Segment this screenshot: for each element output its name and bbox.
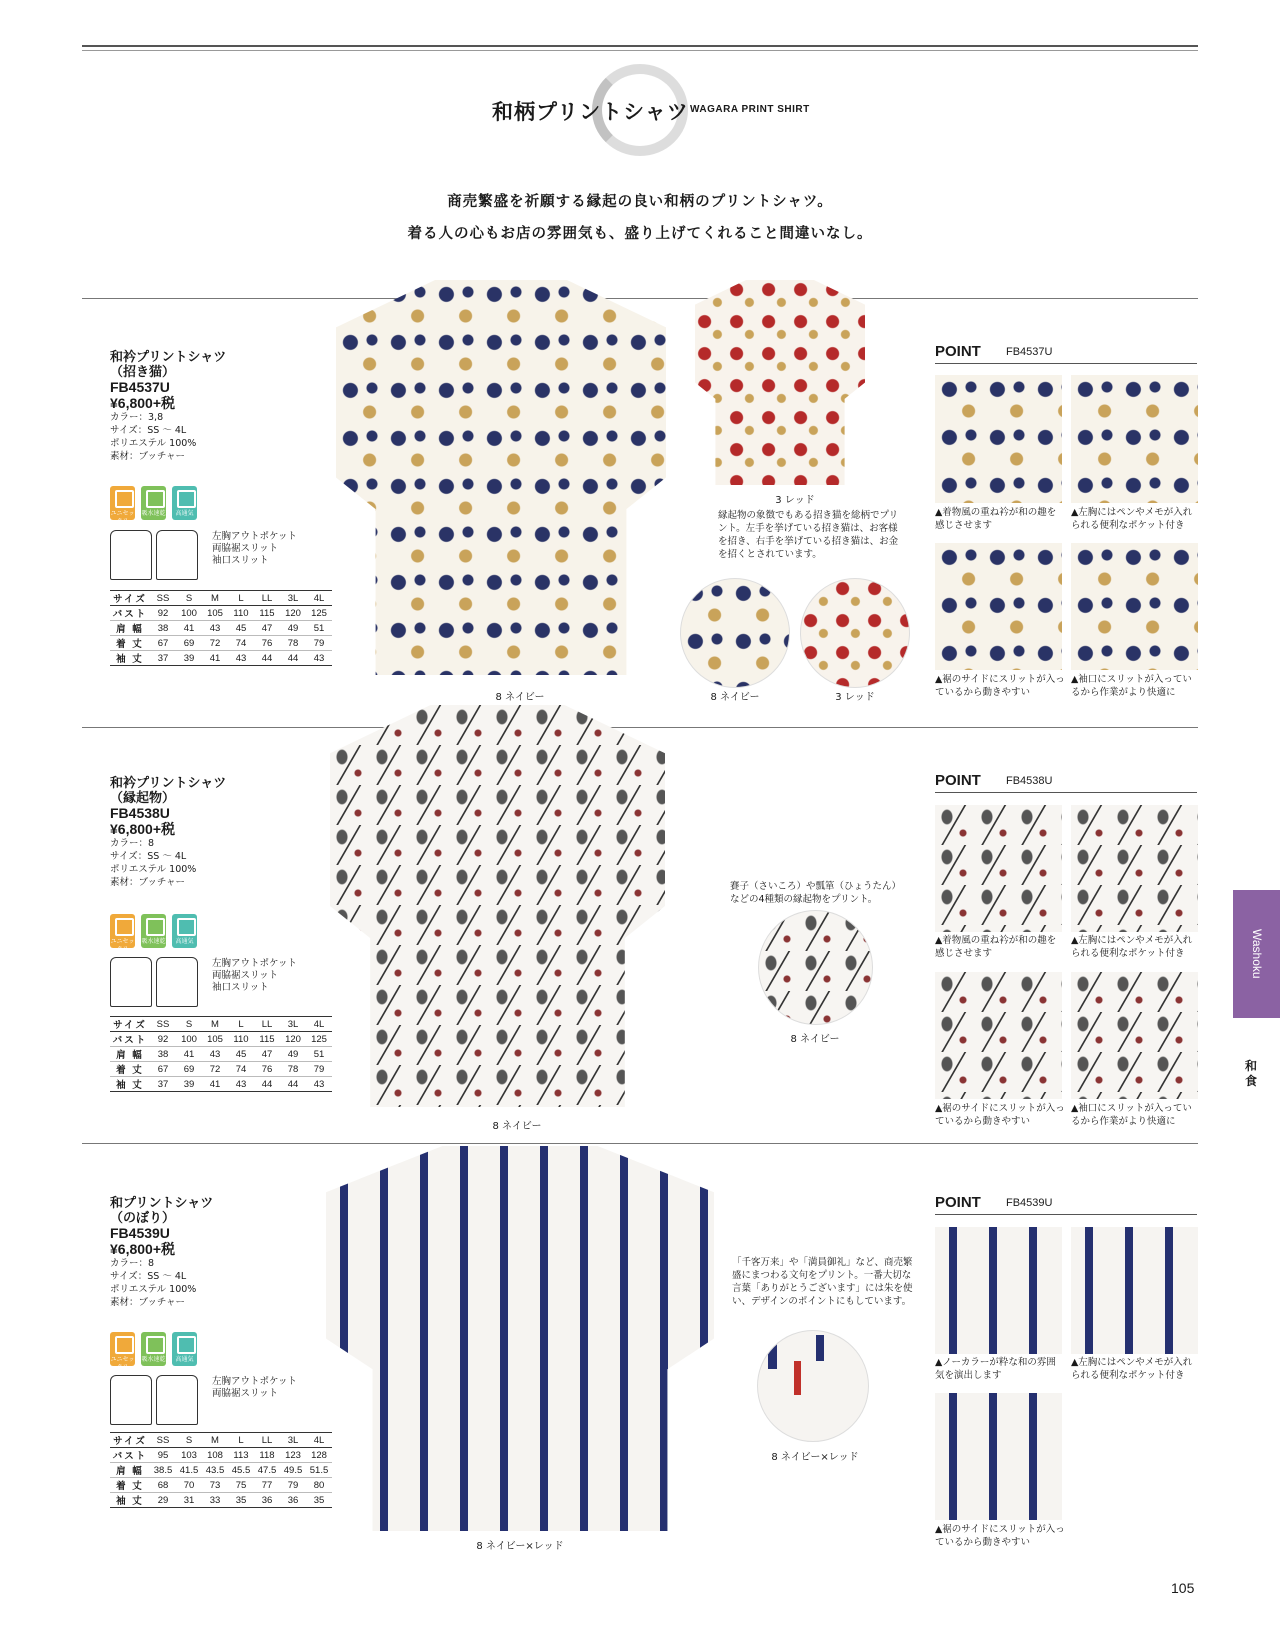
feature-item: 両脇裾スリット <box>212 543 279 554</box>
lead-line-2: 着る人の心もお店の雰囲気も、盛り上げてくれること間違いなし。 <box>407 226 873 242</box>
size-table-row <box>110 1448 332 1463</box>
size-table-label: 着 丈 <box>110 1478 150 1493</box>
size-table-cell: 49 <box>280 1047 306 1062</box>
size-table-label: バスト <box>110 1032 150 1047</box>
size-table-cell: 123 <box>280 1448 306 1463</box>
product-subname: （縁起物） <box>110 791 176 806</box>
product-subname: （招き猫） <box>110 365 176 380</box>
product-code: FB4537U <box>110 379 170 395</box>
size-table-cell: 45.5 <box>228 1463 254 1478</box>
size-table-cell: 39 <box>176 1077 202 1092</box>
size-table-cell: 47 <box>254 621 280 636</box>
size-table-cell: 3L <box>280 1017 306 1032</box>
point-photo-pocket <box>1071 1227 1198 1354</box>
product-fabric: ポリエステル 100% <box>110 864 197 875</box>
size-table-cell: 108 <box>202 1448 228 1463</box>
size-table-cell: 43 <box>202 621 228 636</box>
point-code: FB4537U <box>1006 346 1053 358</box>
unisex-icon: ユニセックス <box>110 486 135 520</box>
size-table-cell: 37 <box>150 651 176 666</box>
silhouette-back <box>156 957 198 1007</box>
size-table-cell: 79 <box>280 1478 306 1493</box>
size-table-cell: 115 <box>254 606 280 621</box>
size-table-row <box>110 1493 332 1508</box>
size-table-cell: S <box>176 1433 202 1448</box>
size-table-cell: S <box>176 591 202 606</box>
point-photo-pocket <box>1071 805 1198 932</box>
point-text: ▲左胸にはペンやメモが入れられる便利なポケット付き <box>1071 935 1193 959</box>
section-divider <box>82 298 1198 299</box>
page-number: 105 <box>1171 1580 1195 1596</box>
circle-caption: 3 レッド <box>835 692 875 703</box>
feature-list <box>212 531 297 567</box>
page-title: 和柄プリントシャツ <box>492 100 689 124</box>
size-table-row <box>110 621 332 636</box>
size-table-cell: L <box>228 1017 254 1032</box>
size-table-label: 袖 丈 <box>110 1493 150 1508</box>
section-tab-jp: 和食 <box>1244 1059 1257 1088</box>
size-table-cell: 79 <box>306 636 332 651</box>
size-table-cell: LL <box>254 1017 280 1032</box>
section-divider <box>82 1143 1198 1144</box>
size-table-cell: 35 <box>228 1493 254 1508</box>
silhouette-front <box>110 1375 152 1425</box>
size-table-label: 着 丈 <box>110 1062 150 1077</box>
product-price: ¥6,800+税 <box>110 1241 175 1257</box>
size-table-cell: 70 <box>176 1478 202 1493</box>
size-table-cell: 105 <box>202 606 228 621</box>
product-photo-main <box>326 1146 714 1531</box>
size-table-cell: 49 <box>280 621 306 636</box>
size-table-row <box>110 606 332 621</box>
top-rule-thin <box>82 50 1198 51</box>
size-table-cell: M <box>202 591 228 606</box>
feature-icons <box>110 486 197 525</box>
point-label: POINT <box>935 772 981 789</box>
size-table-cell: 72 <box>202 1062 228 1077</box>
silhouette-front <box>110 530 152 580</box>
size-table-cell: SS <box>150 1433 176 1448</box>
size-table-cell: L <box>228 1433 254 1448</box>
silhouette-front <box>110 957 152 1007</box>
size-table-cell: 38 <box>150 1047 176 1062</box>
size-table-cell: 44 <box>280 1077 306 1092</box>
size-table-cell: 77 <box>254 1478 280 1493</box>
point-text: ▲ノーカラーが粋な和の雰囲気を演出します <box>935 1357 1056 1381</box>
point-text: ▲左胸にはペンやメモが入れられる便利なポケット付き <box>1071 1357 1193 1381</box>
size-table-cell: SS <box>150 591 176 606</box>
size-table-cell: 38 <box>150 621 176 636</box>
size-table-cell: 69 <box>176 1062 202 1077</box>
circle-caption: 8 ネイビー <box>710 692 760 703</box>
size-table-cell: 103 <box>176 1448 202 1463</box>
size-table-cell: 128 <box>306 1448 332 1463</box>
point-text: ▲左胸にはペンやメモが入れられる便利なポケット付き <box>1071 507 1193 531</box>
breathable-icon: 高通気 <box>172 914 197 948</box>
size-table-cell: 41 <box>176 1047 202 1062</box>
point-text: ▲裾のサイドにスリットが入っているから動きやすい <box>935 1103 1065 1127</box>
size-table-header <box>110 1017 332 1032</box>
point-label: POINT <box>935 1194 981 1211</box>
size-table-cell: 100 <box>176 606 202 621</box>
product-fabric: ポリエステル 100% <box>110 1284 197 1295</box>
size-table-cell: 80 <box>306 1478 332 1493</box>
size-table-cell: 115 <box>254 1032 280 1047</box>
size-table-cell: 36 <box>254 1493 280 1508</box>
shirt-silhouette <box>110 957 198 1007</box>
unisex-icon: ユニセックス <box>110 1332 135 1366</box>
section-divider <box>82 727 1198 728</box>
product-name: 和衿プリントシャツ <box>110 350 227 365</box>
point-text: ▲着物風の重ね衿が和の趣を感じさせます <box>935 507 1057 531</box>
size-table-cell: 125 <box>306 606 332 621</box>
size-table-cell: LL <box>254 1433 280 1448</box>
breathable-icon: 高通気 <box>172 1332 197 1366</box>
size-table-cell: 76 <box>254 1062 280 1077</box>
size-table-cell: 69 <box>176 636 202 651</box>
size-table-cell: 68 <box>150 1478 176 1493</box>
lead-line-1: 商売繁盛を祈願する縁起の良い和柄のプリントシャツ。 <box>447 194 833 210</box>
point-photo-cuff <box>1071 972 1198 1099</box>
product-description: 賽子（さいころ）や瓢箪（ひょうたん）などの4種類の縁起物をプリント。 <box>730 881 902 905</box>
point-code: FB4538U <box>1006 775 1053 787</box>
feature-item: 袖口スリット <box>212 982 269 993</box>
size-table-label: 肩 幅 <box>110 1047 150 1062</box>
point-text: ▲裾のサイドにスリットが入っているから動きやすい <box>935 1524 1065 1548</box>
product-info-fb4539u <box>110 1196 213 1309</box>
size-table-label: サイズ <box>110 1017 150 1032</box>
size-table-cell: 45 <box>228 621 254 636</box>
size-table-cell: S <box>176 1017 202 1032</box>
unisex-icon: ユニセックス <box>110 914 135 948</box>
product-material: 素材：ブッチャー <box>110 1297 186 1308</box>
feature-icons <box>110 1332 197 1371</box>
size-table-cell: 43 <box>306 1077 332 1092</box>
product-material: 素材：ブッチャー <box>110 877 186 888</box>
size-table-cell: 67 <box>150 636 176 651</box>
top-rule <box>82 45 1198 47</box>
size-table-cell: 4L <box>306 591 332 606</box>
point-code: FB4539U <box>1006 1197 1053 1209</box>
product-subname: （のぼり） <box>110 1211 176 1226</box>
size-table-header <box>110 591 332 606</box>
size-table-cell: 41 <box>176 621 202 636</box>
size-table-cell: 41.5 <box>176 1463 202 1478</box>
product-size-range: サイズ：SS ～ 4L <box>110 425 187 436</box>
product-size-range: サイズ：SS ～ 4L <box>110 851 187 862</box>
size-table-row <box>110 1062 332 1077</box>
point-label: POINT <box>935 343 981 360</box>
size-table-cell: 43 <box>202 1047 228 1062</box>
size-table-cell: SS <box>150 1017 176 1032</box>
size-table-label: サイズ <box>110 1433 150 1448</box>
point-photo-cuff <box>1071 543 1198 670</box>
size-table-cell: 41 <box>202 651 228 666</box>
photo-caption: 8 ネイビー <box>495 692 545 703</box>
size-table-cell: 43.5 <box>202 1463 228 1478</box>
size-table-cell: 45 <box>228 1047 254 1062</box>
size-table-cell: 92 <box>150 1032 176 1047</box>
size-table-cell: 51.5 <box>306 1463 332 1478</box>
silhouette-back <box>156 530 198 580</box>
point-photo-hem <box>935 972 1062 1099</box>
size-table-cell: 36 <box>280 1493 306 1508</box>
size-table-cell: 78 <box>280 636 306 651</box>
point-text: ▲裾のサイドにスリットが入っているから動きやすい <box>935 674 1065 698</box>
size-table <box>110 590 332 666</box>
point-text: ▲袖口にスリットが入っているから作業がより快適に <box>1071 674 1192 698</box>
size-table-cell: 75 <box>228 1478 254 1493</box>
size-table-label: 肩 幅 <box>110 1463 150 1478</box>
size-table-cell: 3L <box>280 1433 306 1448</box>
size-table-cell: 39 <box>176 651 202 666</box>
size-table-cell: 120 <box>280 1032 306 1047</box>
product-name: 和衿プリントシャツ <box>110 776 227 791</box>
point-rule <box>935 1214 1197 1215</box>
feature-list <box>212 1376 297 1400</box>
section-tab[interactable]: Washoku <box>1233 890 1280 1018</box>
product-color: カラー：3,8 <box>110 412 164 423</box>
fabric-detail-navy <box>680 578 790 688</box>
size-table-cell: 44 <box>254 1077 280 1092</box>
size-table-cell: M <box>202 1433 228 1448</box>
size-table-row <box>110 1077 332 1092</box>
point-photo-collar <box>935 375 1062 503</box>
size-table-cell: 118 <box>254 1448 280 1463</box>
fabric-detail-navy-red <box>757 1330 869 1442</box>
product-name: 和プリントシャツ <box>110 1196 214 1211</box>
page-title-en: WAGARA PRINT SHIRT <box>690 104 810 115</box>
fabric-detail-red <box>800 578 910 688</box>
size-table-row <box>110 636 332 651</box>
feature-item: 左胸アウトポケット <box>212 1376 298 1387</box>
point-photo-collar <box>935 805 1062 932</box>
size-table-cell: 125 <box>306 1032 332 1047</box>
size-table-cell: 51 <box>306 621 332 636</box>
size-table-cell: 38.5 <box>150 1463 176 1478</box>
shirt-silhouette <box>110 530 198 580</box>
circle-caption: 8 ネイビー <box>790 1034 840 1045</box>
size-table-cell: 74 <box>228 1062 254 1077</box>
size-table-cell: 33 <box>202 1493 228 1508</box>
size-table-cell: 43 <box>228 651 254 666</box>
size-table-cell: 67 <box>150 1062 176 1077</box>
feature-list <box>212 958 297 994</box>
size-table-row <box>110 1047 332 1062</box>
size-table-row <box>110 651 332 666</box>
size-table <box>110 1016 332 1092</box>
shirt-silhouette <box>110 1375 198 1425</box>
size-table-cell: 120 <box>280 606 306 621</box>
silhouette-back <box>156 1375 198 1425</box>
product-size-range: サイズ：SS ～ 4L <box>110 1271 187 1282</box>
absorb-dry-icon: 吸水速乾 <box>141 1332 166 1366</box>
size-table-cell: 43 <box>306 651 332 666</box>
feature-item: 両脇裾スリット <box>212 1388 279 1399</box>
product-photo-color-variant <box>695 280 865 485</box>
size-table-row <box>110 1478 332 1493</box>
product-color: カラー：8 <box>110 1258 155 1269</box>
size-table-row <box>110 1032 332 1047</box>
size-table-cell: 73 <box>202 1478 228 1493</box>
point-text: ▲着物風の重ね衿が和の趣を感じさせます <box>935 935 1057 959</box>
size-table-cell: 72 <box>202 636 228 651</box>
size-table-label: 着 丈 <box>110 636 150 651</box>
point-rule <box>935 792 1197 793</box>
point-photo-pocket <box>1071 375 1198 503</box>
size-table-cell: L <box>228 591 254 606</box>
point-photo-collar <box>935 1227 1062 1354</box>
size-table-header <box>110 1433 332 1448</box>
size-table-cell: 95 <box>150 1448 176 1463</box>
product-material: 素材：ブッチャー <box>110 451 186 462</box>
product-photo-main <box>330 705 665 1107</box>
size-table-cell: 78 <box>280 1062 306 1077</box>
size-table-label: バスト <box>110 1448 150 1463</box>
size-table-cell: 100 <box>176 1032 202 1047</box>
feature-icons <box>110 914 197 953</box>
product-code: FB4538U <box>110 805 170 821</box>
size-table-cell: 79 <box>306 1062 332 1077</box>
size-table-cell: 44 <box>280 651 306 666</box>
size-table-cell: 110 <box>228 606 254 621</box>
photo-caption: 8 ネイビー <box>492 1121 542 1132</box>
absorb-dry-icon: 吸水速乾 <box>141 914 166 948</box>
fabric-detail-navy <box>758 910 873 1025</box>
product-description: 「千客万来」や「満員御礼」など、商売繁盛にまつわる文句をプリント。一番大切な言葉「ありがとうございます」には朱を使い、デザインのポイントにもしています。 <box>732 1257 913 1307</box>
product-info-fb4537u <box>110 350 226 463</box>
size-table-cell: 49.5 <box>280 1463 306 1478</box>
size-table-row <box>110 1463 332 1478</box>
product-description: 縁起物の象徴でもある招き猫を総柄でプリント。左手を挙げている招き猫は、お客様を招き、右手を挙げている招き猫は、お金を招くとされています。 <box>718 510 899 560</box>
size-table-cell: M <box>202 1017 228 1032</box>
absorb-dry-icon: 吸水速乾 <box>141 486 166 520</box>
size-table-cell: 113 <box>228 1448 254 1463</box>
photo-caption: 8 ネイビー×レッド <box>476 1541 564 1552</box>
feature-item: 両脇裾スリット <box>212 970 279 981</box>
feature-item: 左胸アウトポケット <box>212 531 298 542</box>
product-photo-main <box>336 280 666 675</box>
size-table-cell: 74 <box>228 636 254 651</box>
size-table-cell: LL <box>254 591 280 606</box>
product-price: ¥6,800+税 <box>110 395 175 411</box>
size-table-cell: 3L <box>280 591 306 606</box>
size-table-cell: 37 <box>150 1077 176 1092</box>
size-table-cell: 29 <box>150 1493 176 1508</box>
size-table-cell: 35 <box>306 1493 332 1508</box>
product-code: FB4539U <box>110 1225 170 1241</box>
product-price: ¥6,800+税 <box>110 821 175 837</box>
product-color: カラー：8 <box>110 838 155 849</box>
size-table <box>110 1432 332 1508</box>
size-table-cell: 4L <box>306 1017 332 1032</box>
size-table-cell: 76 <box>254 636 280 651</box>
size-table-cell: 41 <box>202 1077 228 1092</box>
size-table-cell: 43 <box>228 1077 254 1092</box>
photo-caption: 3 レッド <box>775 495 815 506</box>
size-table-label: サイズ <box>110 591 150 606</box>
size-table-label: 袖 丈 <box>110 651 150 666</box>
point-photo-hem <box>935 543 1062 670</box>
size-table-cell: 92 <box>150 606 176 621</box>
size-table-cell: 47.5 <box>254 1463 280 1478</box>
circle-caption: 8 ネイビー×レッド <box>771 1452 859 1463</box>
product-info-fb4538u <box>110 776 226 889</box>
breathable-icon: 高通気 <box>172 486 197 520</box>
point-photo-hem <box>935 1393 1062 1520</box>
size-table-label: 袖 丈 <box>110 1077 150 1092</box>
size-table-label: 肩 幅 <box>110 621 150 636</box>
feature-item: 左胸アウトポケット <box>212 958 298 969</box>
point-rule <box>935 363 1197 364</box>
size-table-cell: 110 <box>228 1032 254 1047</box>
feature-item: 袖口スリット <box>212 555 269 566</box>
size-table-cell: 47 <box>254 1047 280 1062</box>
size-table-cell: 31 <box>176 1493 202 1508</box>
size-table-cell: 51 <box>306 1047 332 1062</box>
size-table-label: バスト <box>110 606 150 621</box>
size-table-cell: 4L <box>306 1433 332 1448</box>
size-table-cell: 44 <box>254 651 280 666</box>
size-table-cell: 105 <box>202 1032 228 1047</box>
point-text: ▲袖口にスリットが入っているから作業がより快適に <box>1071 1103 1192 1127</box>
product-fabric: ポリエステル 100% <box>110 438 197 449</box>
